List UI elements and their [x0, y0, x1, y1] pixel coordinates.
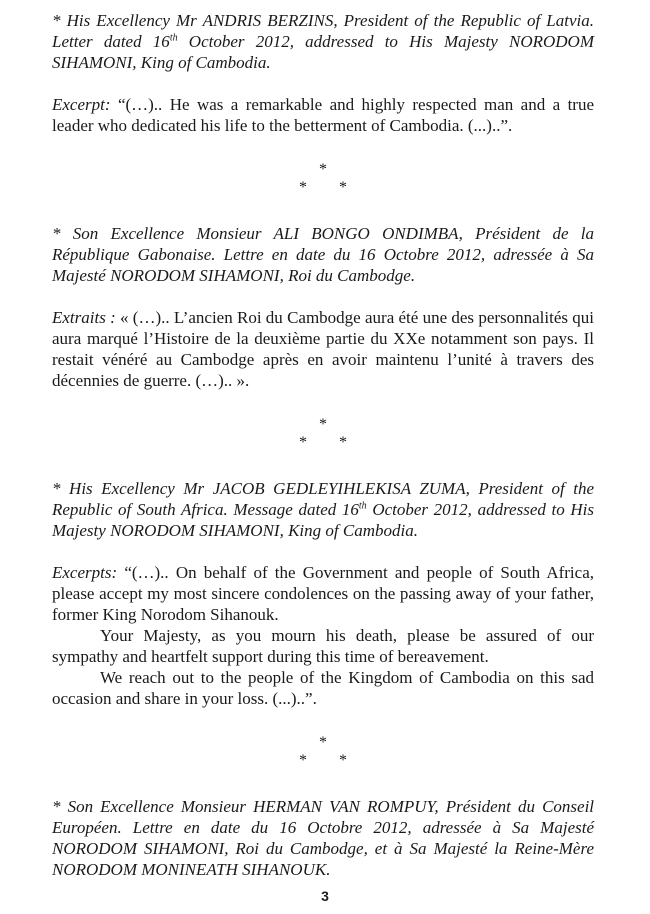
- header-rest: October 2012, addressed to His Majesty NORODOM SIHAMONI, King of Cambodia.: [52, 500, 594, 540]
- dignitary-name: ALI BONGO ONDIMBA: [273, 224, 459, 243]
- page-number: 3: [321, 888, 329, 904]
- separator-star-top: *: [319, 734, 327, 751]
- header-middle: , President of the Republic of South Africa. Message dated 16: [52, 479, 595, 519]
- excerpt-paragraph: [52, 562, 594, 625]
- entry-header: [52, 10, 594, 73]
- dignitary-name: HERMAN VAN ROMPUY: [253, 797, 435, 816]
- excerpt-label: Excerpt:: [52, 95, 111, 114]
- ordinal-suffix: th: [358, 500, 367, 512]
- excerpt-label: Excerpts:: [52, 563, 118, 582]
- header-prefix: * His Excellency Mr: [52, 11, 203, 30]
- excerpt-continuation: We reach out to the people of the Kingdom of Cambodia on this sad occasion and share in your loss. (...)..”.: [52, 668, 594, 708]
- separator-star-bottom: * *: [299, 179, 361, 196]
- entry-header: [52, 796, 594, 880]
- header-prefix: * Son Excellence Monsieur: [52, 224, 274, 243]
- separator-star-bottom: * *: [299, 752, 361, 769]
- excerpt-text: « (…).. L’ancien Roi du Cambodge aura été une des personnalités qui aura marqué l’Histoire de la deuxième partie du XXe notamment son pays. Il restait vénéré au Cambodge après en avoir maintenu l’unité à travers des décennies de guerre. (…).. ».: [52, 308, 594, 390]
- excerpt-text: “(…).. On behalf of the Government and people of South Africa, please accept my most sincere condolences on the passing away of your father, former King Norodom Sihanouk.: [52, 563, 594, 624]
- excerpt-continuation: Your Majesty, as you mourn his death, please be assured of our sympathy and heartfelt support during this time of bereavement.: [52, 626, 594, 666]
- header-rest: , Président du Conseil Européen. Lettre en date du 16 Octobre 2012, adressée à Sa Majesté NORODOM SIHAMONI, Roi du Cambodge, et à Sa Majesté la Reine-Mère NORODOM MONINEATH SIHANOUK.: [52, 797, 595, 879]
- section-separator: [52, 416, 594, 452]
- entry-header: [52, 223, 594, 286]
- section-separator: [52, 161, 594, 197]
- dignitary-name: JACOB GEDLEYIHLEKISA ZUMA: [212, 479, 466, 498]
- dignitary-name: ANDRIS BERZINS: [202, 11, 334, 30]
- document-page: [52, 10, 594, 880]
- separator-star-top: *: [319, 161, 327, 178]
- separator-star-bottom: * *: [299, 434, 361, 451]
- separator-star-top: *: [319, 416, 327, 433]
- excerpt-label: Extraits :: [52, 308, 116, 327]
- header-prefix: * His Excellency Mr: [52, 479, 213, 498]
- excerpt-text: “(…).. He was a remarkable and highly respected man and a true leader who dedicated his life to the betterment of Cambodia. (...)..”.: [52, 95, 594, 135]
- ordinal-suffix: th: [169, 32, 178, 44]
- entry-header: [52, 478, 594, 541]
- section-separator: [52, 734, 594, 770]
- header-middle: , President of the Republic of Latvia. Letter dated 16: [52, 11, 594, 51]
- header-rest: October 2012, addressed to His Majesty NORODOM SIHAMONI, King of Cambodia.: [52, 32, 594, 72]
- header-prefix: * Son Excellence Monsieur: [52, 797, 254, 816]
- excerpt-paragraph: [52, 307, 594, 391]
- header-rest: , Président de la République Gabonaise. Lettre en date du 16 Octobre 2012, adressée à Sa Majesté NORODOM SIHAMONI, Roi du Cambodge.: [52, 224, 595, 285]
- excerpt-paragraph: [52, 94, 594, 136]
